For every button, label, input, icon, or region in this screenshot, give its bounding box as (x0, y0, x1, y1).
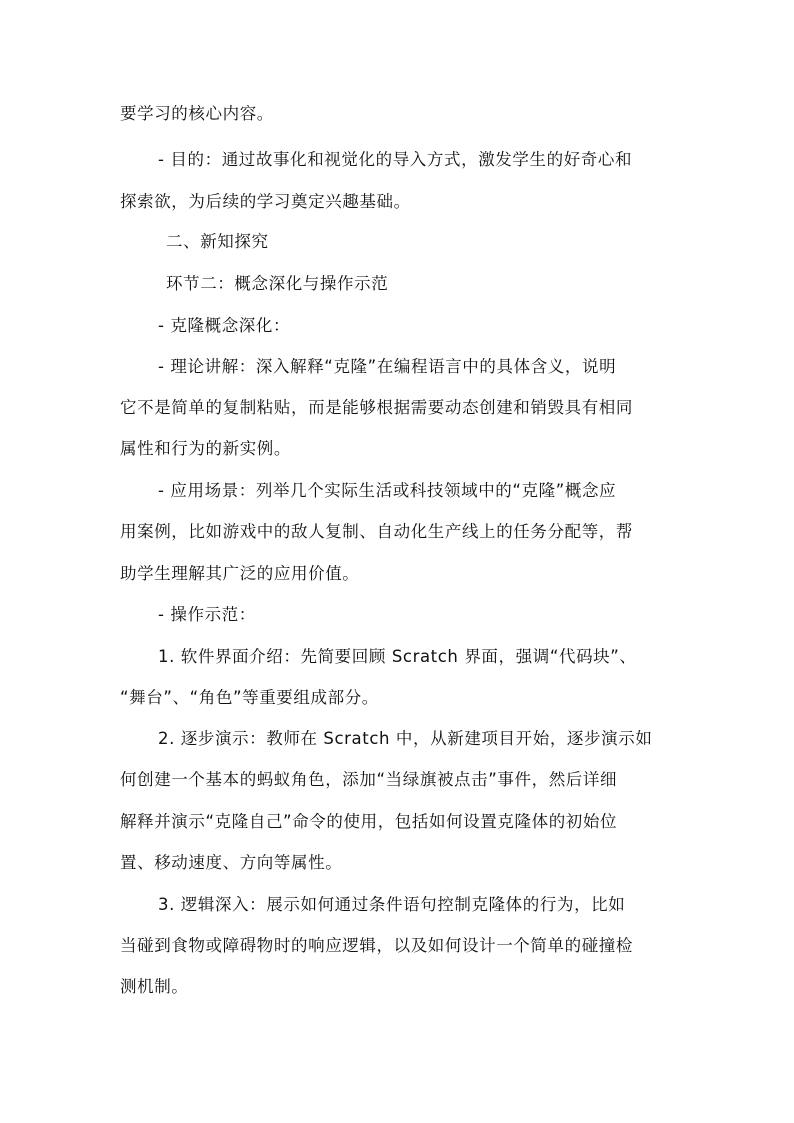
paragraph-line: 1. 软件界面介绍：先简要回顾 Scratch 界面，强调“代码块”、 (158, 647, 637, 666)
paragraph-line: 置、移动速度、方向等属性。 (120, 853, 343, 872)
paragraph-line: 属性和行为的新实例。 (120, 439, 291, 458)
paragraph-line: - 克隆概念深化： (158, 316, 291, 335)
paragraph-line: - 操作示范： (158, 605, 256, 624)
paragraph-line: - 应用场景：列举几个实际生活或科技领域中的“克隆”概念应 (158, 481, 617, 500)
paragraph-line: 3. 逻辑深入：展示如何通过条件语句控制克隆体的行为，比如 (158, 895, 626, 914)
paragraph-line: - 目的：通过故事化和视觉化的导入方式，激发学生的好奇心和 (158, 150, 633, 169)
paragraph-line: 助学生理解其广泛的应用价值。 (120, 564, 360, 583)
subsection-heading: 环节二：概念深化与操作示范 (166, 274, 389, 293)
paragraph-line: - 理论讲解：深入解释“克隆”在编程语言中的具体含义，说明 (158, 357, 617, 376)
paragraph-line: 当碰到食物或障碍物时的响应逻辑，以及如何设计一个简单的碰撞检 (120, 936, 633, 955)
paragraph-line: 用案例，比如游戏中的敌人复制、自动化生产线上的任务分配等，帮 (120, 522, 633, 541)
paragraph-line: 测机制。 (120, 977, 189, 996)
paragraph-line: 2. 逐步演示：教师在 Scratch 中，从新建项目开始，逐步演示如 (158, 729, 653, 748)
paragraph-line: 解释并演示“克隆自己”命令的使用，包括如何设置克隆体的初始位 (120, 812, 618, 831)
paragraph-line: 它不是简单的复制粘贴，而是能够根据需要动态创建和销毁具有相同 (120, 398, 633, 417)
paragraph-line: 探索欲，为后续的学习奠定兴趣基础。 (120, 192, 411, 211)
paragraph-line: 要学习的核心内容。 (120, 104, 274, 123)
section-heading: 二、新知探究 (166, 232, 269, 251)
paragraph-line: “舞台”、“角色”等重要组成部分。 (120, 688, 379, 707)
paragraph-line: 何创建一个基本的蚂蚁角色，添加“当绿旗被点击”事件，然后详细 (120, 770, 618, 789)
